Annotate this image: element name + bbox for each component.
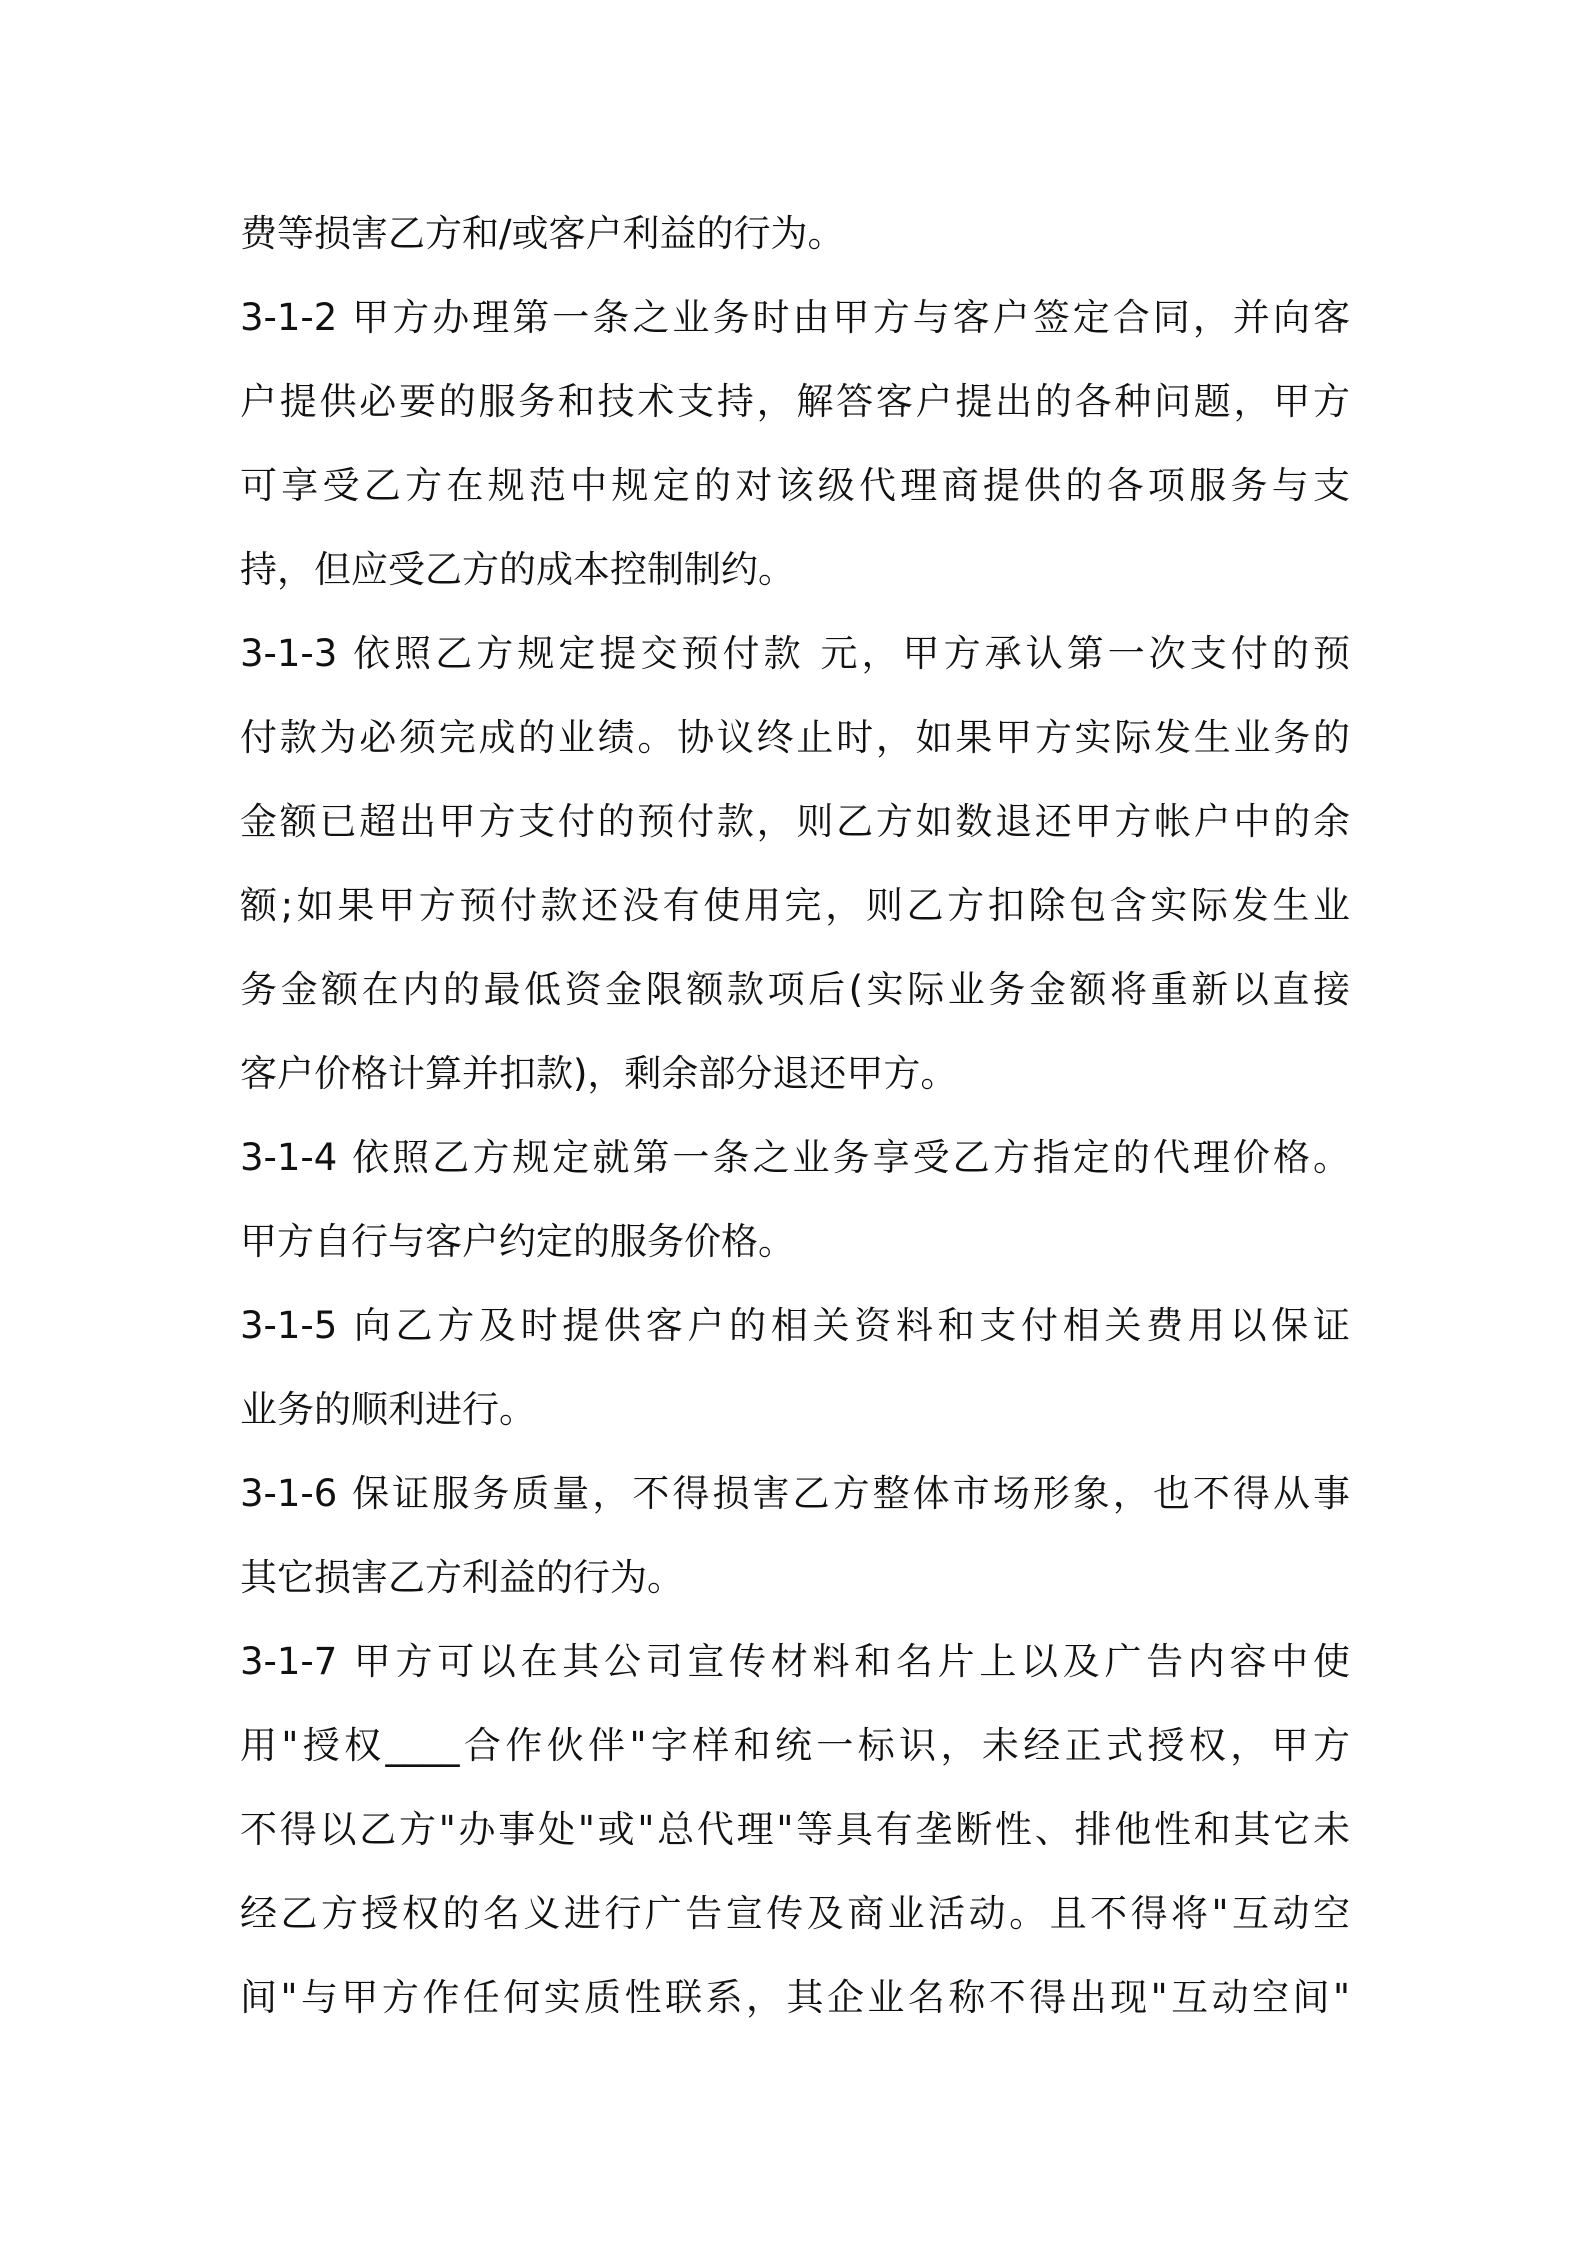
- text-line-15: 业务的顺利进行。: [240, 1388, 536, 1431]
- text-line-6: 3-1-3 依照乙方规定提交预付款 元，甲方承认第一次支付的预: [240, 632, 1350, 675]
- text-line-21: 经乙方授权的名义进行广告宣传及商业活动。且不得将"互动空: [240, 1892, 1350, 1935]
- text-line-18: 3-1-7 甲方可以在其公司宣传材料和名片上以及广告内容中使: [240, 1640, 1350, 1683]
- text-line-20: 不得以乙方"办事处"或"总代理"等具有垄断性、排他性和其它未: [240, 1808, 1350, 1851]
- text-line-12: 3-1-4 依照乙方规定就第一条之业务享受乙方指定的代理价格。: [240, 1136, 1350, 1179]
- text-line-1: 费等损害乙方和/或客户利益的行为。: [240, 212, 845, 255]
- text-line-5: 持，但应受乙方的成本控制制约。: [240, 548, 795, 591]
- text-line-8: 金额已超出甲方支付的预付款，则乙方如数退还甲方帐户中的余: [240, 800, 1350, 843]
- text-line-9: 额;如果甲方预付款还没有使用完，则乙方扣除包含实际发生业: [240, 884, 1350, 927]
- text-line-10: 务金额在内的最低资金限额款项后(实际业务金额将重新以直接: [240, 968, 1350, 1011]
- text-line-11: 客户价格计算并扣款)，剩余部分退还甲方。: [240, 1052, 958, 1095]
- text-line-2: 3-1-2 甲方办理第一条之业务时由甲方与客户签定合同，并向客: [240, 296, 1350, 339]
- text-line-4: 可享受乙方在规范中规定的对该级代理商提供的各项服务与支: [240, 464, 1350, 507]
- document-body: [240, 192, 1350, 2040]
- text-line-3: 户提供必要的服务和技术支持，解答客户提出的各种问题，甲方: [240, 380, 1350, 423]
- text-line-16: 3-1-6 保证服务质量，不得损害乙方整体市场形象，也不得从事: [240, 1472, 1350, 1515]
- text-line-22: 间"与甲方作任何实质性联系，其企业名称不得出现"互动空间": [240, 1976, 1350, 2019]
- text-line-14: 3-1-5 向乙方及时提供客户的相关资料和支付相关费用以保证: [240, 1304, 1350, 1347]
- text-line-13: 甲方自行与客户约定的服务价格。: [240, 1220, 795, 1263]
- text-line-17: 其它损害乙方利益的行为。: [240, 1556, 684, 1599]
- text-line-19: 用"授权____合作伙伴"字样和统一标识，未经正式授权，甲方: [240, 1724, 1350, 1767]
- text-line-7: 付款为必须完成的业绩。协议终止时，如果甲方实际发生业务的: [240, 716, 1350, 759]
